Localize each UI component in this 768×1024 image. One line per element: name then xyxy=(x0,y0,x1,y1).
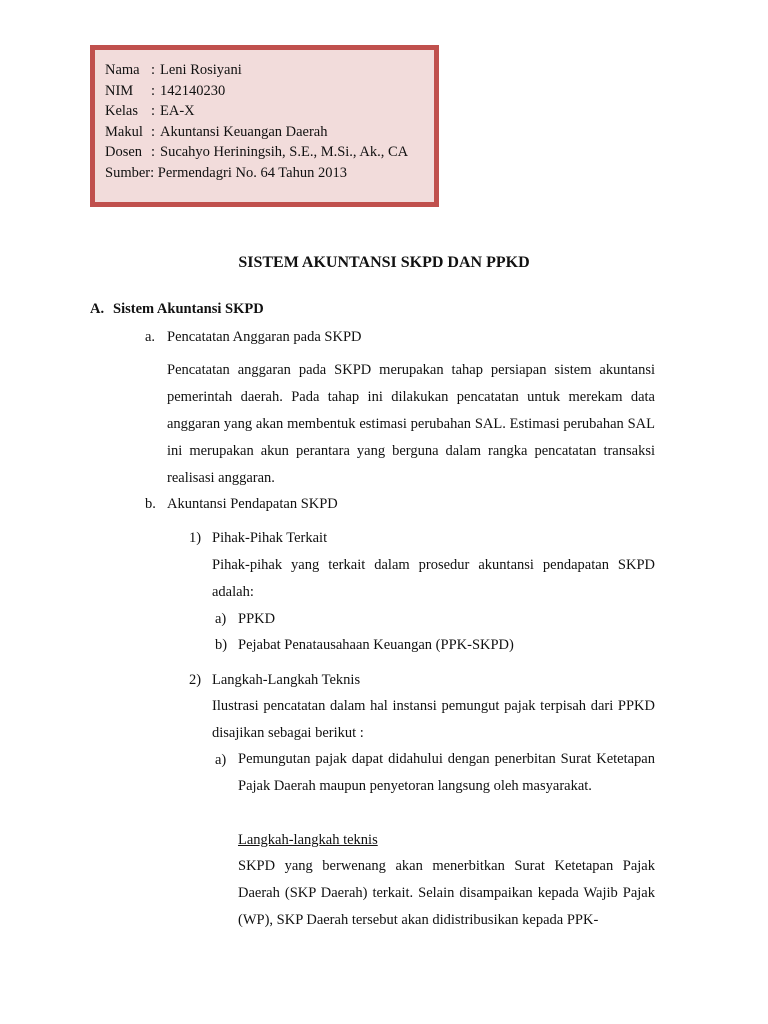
info-value: Akuntansi Keuangan Daerah xyxy=(160,123,328,140)
info-source: Sumber: Permendagri No. 64 Tahun 2013 xyxy=(105,164,347,181)
steps-heading: Langkah-langkah teknis xyxy=(238,832,378,848)
info-separator: : xyxy=(151,62,156,78)
info-row-makul xyxy=(105,122,434,143)
item-a-body: Pencatatan anggaran pada SKPD merupakan tahap persiapan sistem akuntansi pemerintah daerah. Pada tahap ini dilakukan pencatatan untuk merekam data anggaran yang akan membentuk estimasi perubahan SAL. Estimasi perubahan SAL ini merupakan akun perantara yang berguna dalam rangka pencatatan transaksi realisasi anggaran. xyxy=(167,362,655,486)
info-row-nim xyxy=(105,81,434,102)
info-key: Kelas xyxy=(105,103,139,119)
sub2-item-text: Pemungutan pajak dapat didahului dengan penerbitan Surat Ketetapan Pajak Daerah maupun penyetoran langsung oleh masyarakat. xyxy=(238,751,655,794)
sub2-label: 2) xyxy=(189,672,202,688)
sub1-item-label: a) xyxy=(215,611,227,627)
info-row-dosen xyxy=(105,142,434,163)
item-a-label: a. xyxy=(145,329,156,345)
student-info-box xyxy=(90,45,439,207)
info-value: Leni Rosiyani xyxy=(160,62,242,78)
item-b-title: Akuntansi Pendapatan SKPD xyxy=(167,496,338,512)
sub2-title: Langkah-Langkah Teknis xyxy=(212,672,361,688)
steps-body: SKPD yang berwenang akan menerbitkan Surat Ketetapan Pajak Daerah (SKP Daerah) terkait. Selain disampaikan kepada Wajib Pajak (WP), SKP Daerah tersebut akan didistribusikan kepada PPK- xyxy=(238,858,655,928)
sub1-item-text: PPKD xyxy=(238,611,276,627)
sub1-label: 1) xyxy=(189,530,202,546)
info-key: Dosen xyxy=(105,144,143,160)
info-separator: : xyxy=(151,144,156,160)
info-key: Makul xyxy=(105,123,143,140)
sub2-body: Ilustrasi pencatatan dalam hal instansi pemungut pajak terpisah dari PPKD disajikan sebagai berikut : xyxy=(212,698,655,741)
info-row-kelas xyxy=(105,101,434,122)
section-label: A. xyxy=(90,301,105,317)
info-key: Nama xyxy=(105,62,140,78)
section-title: Sistem Akuntansi SKPD xyxy=(113,301,264,317)
info-separator: : xyxy=(151,82,156,99)
info-separator: : xyxy=(151,103,156,119)
sub2-item-label: a) xyxy=(215,752,227,768)
info-value: Sucahyo Heriningsih, S.E., M.Si., Ak., CA xyxy=(160,144,409,160)
section-a-heading xyxy=(90,301,264,318)
sub1-title: Pihak-Pihak Terkait xyxy=(212,530,328,546)
info-value: EA-X xyxy=(160,103,195,119)
sub1-item-label: b) xyxy=(215,637,228,653)
item-a-title: Pencatatan Anggaran pada SKPD xyxy=(167,329,362,345)
document-title: SISTEM AKUNTANSI SKPD DAN PPKD xyxy=(238,254,530,271)
info-separator: : xyxy=(151,123,156,140)
item-b-label: b. xyxy=(145,496,156,512)
info-row-nama xyxy=(105,60,434,81)
sub1-item-text: Pejabat Penatausahaan Keuangan (PPK-SKPD) xyxy=(238,637,514,653)
info-value: 142140230 xyxy=(160,82,226,99)
sub1-body: Pihak-pihak yang terkait dalam prosedur akuntansi pendapatan SKPD adalah: xyxy=(212,557,655,600)
info-key: NIM xyxy=(105,82,134,99)
